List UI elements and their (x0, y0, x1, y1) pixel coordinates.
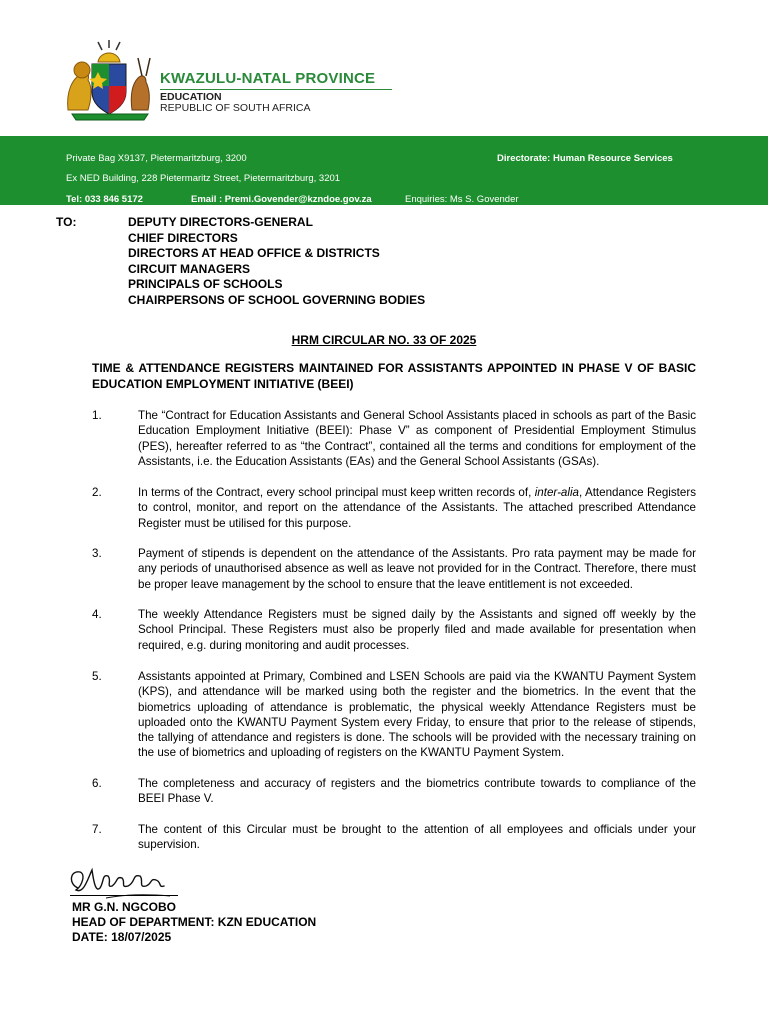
to-label: TO: (56, 215, 77, 229)
postal-address: Private Bag X9137, Pietermaritzburg, 3200 (66, 153, 247, 164)
paragraph-number: 6. (92, 777, 102, 790)
physical-address: Ex NED Building, 228 Pietermaritz Street, Pietermaritzburg, 3201 (66, 173, 341, 184)
telephone: Tel: 033 846 5172 (66, 194, 143, 205)
signatory-name: MR G.N. NGCOBO (72, 900, 176, 914)
recipient: CIRCUIT MANAGERS (128, 261, 250, 276)
paragraph-text: The content of this Circular must be brought to the attention of all employees and officials under your supervision. (138, 823, 696, 852)
paragraph-text: The weekly Attendance Registers must be signed daily by the Assistants and signed off weekly by the School Principal. These Registers must also be properly filed and made available for presentation when required, e.g. during monitoring and audit processes. (138, 608, 696, 652)
paragraph-number: 5. (92, 670, 102, 683)
paragraph-text: Payment of stipends is dependent on the attendance of the Assistants. Pro rata payment may be made for any periods of unauthorised absence as well as leave not provided for in the Contract. Therefore, there must be proper leave management by the school to ensure that the leave entitlement is not exceeded. (138, 547, 696, 591)
recipient: CHIEF DIRECTORS (128, 230, 238, 245)
recipient: DIRECTORS AT HEAD OFFICE & DISTRICTS (128, 246, 380, 261)
recipient: PRINCIPALS OF SCHOOLS (128, 277, 283, 292)
paragraph-text-italic: inter-alia (534, 486, 579, 499)
recipient-list (128, 215, 425, 309)
paragraph-text-part: , Attendance Registers to control, monitor, and report on the attendance of the Assistants. The attached prescribed Attendance Register must be utilised for this purpose. (138, 486, 696, 530)
coat-of-arms-icon (62, 40, 158, 124)
enquiries-contact: Enquiries: Ms S. Govender (405, 194, 519, 205)
letterhead (0, 0, 768, 136)
paragraph-number: 2. (92, 486, 102, 499)
paragraph-text: Assistants appointed at Primary, Combined and LSEN Schools are paid via the KWANTU Payment System (KPS), and attendance will be marked using both the register and the biometrics. In the event that the biometrics uploading of attendance is problematic, the physical weekly Attendance Registers must be uploaded onto the KWANTU Payment System every Friday, to ensure that prior to the release of stipends, the tallying of attendance and registers is done. The schools will be provided with the necessary training on the use of biometrics and uploading of registers on the KWANTU Payment System. (138, 670, 696, 760)
paragraph-text: The “Contract for Education Assistants and General School Assistants placed in schools as part of the Basic Education Employment Initiative (BEEI): Phase V” as component of Presidential Employment Stimulus (PES), hereafter referred to as “the Contract”, contained all the terms and conditions for employment of the Assistants, i.e. the Education Assistants (EAs) and the General School Assistants (GSAs). (138, 409, 696, 468)
directorate: Directorate: Human Resource Services (497, 153, 673, 164)
circular-number: HRM CIRCULAR NO. 33 OF 2025 (291, 333, 477, 347)
paragraph-number: 7. (92, 823, 102, 836)
paragraph-text: The completeness and accuracy of registers and the biometrics contribute towards to compliance of the BEEI Phase V. (138, 777, 696, 806)
signatory-title: HEAD OF DEPARTMENT: KZN EDUCATION (72, 915, 317, 929)
paragraph-number: 1. (92, 409, 102, 422)
signature-date: DATE: 18/07/2025 (72, 930, 172, 944)
signature-line (70, 895, 178, 896)
paragraph-number: 4. (92, 608, 102, 621)
country-name: REPUBLIC OF SOUTH AFRICA (160, 102, 311, 114)
email-address: Email : Premi.Govender@kzndoe.gov.za (191, 194, 372, 205)
circular-subject: TIME & ATTENDANCE REGISTERS MAINTAINED FOR ASSISTANTS APPOINTED IN PHASE V OF BASIC EDUCATION EMPLOYMENT INITIATIVE (BEEI) (92, 361, 696, 391)
paragraph-text (138, 485, 696, 531)
department-name: EDUCATION (160, 91, 222, 103)
paragraph-text-part: In terms of the Contract, every school principal must keep written records of, (138, 486, 535, 499)
recipient: CHAIRPERSONS OF SCHOOL GOVERNING BODIES (128, 292, 426, 307)
province-title: KWAZULU-NATAL PROVINCE (160, 70, 376, 87)
title-divider (160, 89, 392, 90)
recipient: DEPUTY DIRECTORS-GENERAL (128, 215, 313, 229)
contact-band (0, 136, 768, 205)
paragraph-number: 3. (92, 547, 102, 560)
